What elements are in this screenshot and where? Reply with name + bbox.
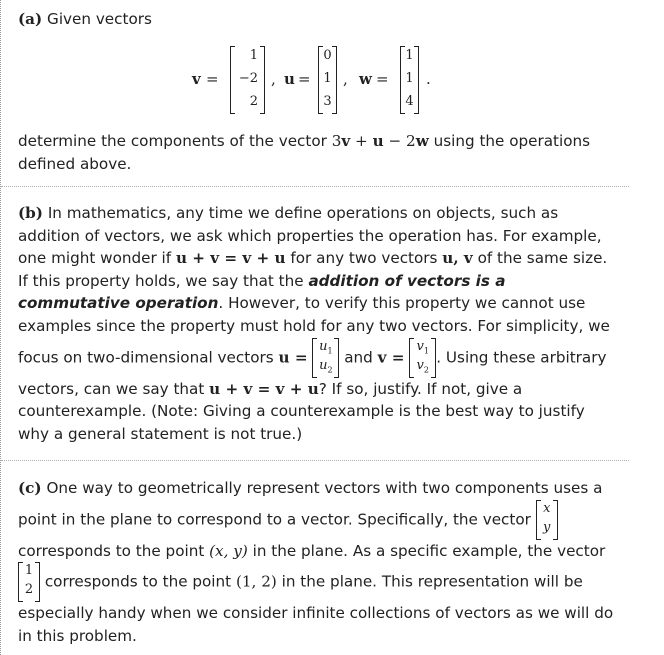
- part-c-text-4: corresponds to the point: [44, 572, 232, 591]
- part-b-text-2: for any two vectors: [290, 249, 438, 268]
- v-symbol: v: [192, 70, 201, 88]
- comma-1: ,: [271, 70, 276, 88]
- u-entry-3: 3: [323, 94, 332, 109]
- vector-u-symbolic: $u_1$ $u_2$: [312, 338, 339, 378]
- comma-2: ,: [343, 70, 348, 88]
- point-xy: (x, y): [209, 541, 248, 560]
- period: .: [426, 70, 431, 88]
- part-b-text-4: . However, to verify this property we cannot use examples since the property must hold for any two vectors. For simplicity, we focus on two-dimensional vectors: [18, 294, 610, 367]
- part-c-text-5: in the plane. This representation will be especially handy when we consider infinite collections of vectors as we will do in this problem.: [18, 572, 614, 645]
- vector-v-symbolic: $v_1$ $v_2$: [409, 338, 436, 378]
- commutative-emphasis: addition of vectors is a commutative operation: [18, 271, 506, 313]
- vector-v: [230, 46, 265, 114]
- u-entry-2: 1: [323, 71, 332, 86]
- u-equals: =: [298, 70, 311, 88]
- part-c-text-2: corresponds to the point: [18, 541, 205, 560]
- u-entry-1: 0: [323, 48, 332, 63]
- part-a-intro: [18, 8, 618, 31]
- part-b-eq-2: u + v = v + u: [209, 379, 319, 398]
- w-entry-1: 1: [405, 48, 414, 63]
- part-b-label: (b): [18, 204, 43, 222]
- v-entry-2: −2: [238, 71, 258, 86]
- divider-1: [1, 186, 629, 187]
- w-equals: =: [376, 70, 389, 88]
- part-b-eq-1: u + v = v + u: [175, 249, 286, 268]
- v-entry-3: 2: [249, 94, 258, 109]
- part-c-text-1: One way to geometrically represent vectors with two components uses a point in the plane to correspond to a vector. Specifically, the vector: [18, 479, 603, 529]
- vector-example: 1 2: [18, 562, 40, 602]
- part-b-text-6: ? If so, justify. If not, give a counterexample. (Note: Giving a counterexample is the best way to justify why a general statement is not true.): [18, 379, 585, 443]
- part-a-intro-text: Given vectors: [47, 10, 152, 28]
- u-symbol: u: [284, 70, 295, 88]
- part-a-question: [18, 130, 618, 175]
- vector-definitions: [1, 44, 629, 116]
- part-b-and: and: [344, 348, 373, 367]
- v-entry-1: 1: [249, 48, 258, 63]
- part-b-paragraph: [18, 202, 618, 445]
- w-entry-3: 4: [405, 94, 414, 109]
- part-a-text-1: determine the components of the vector: [18, 132, 327, 150]
- part-a-label: (a): [18, 10, 43, 28]
- point-example: (1, 2): [235, 572, 277, 591]
- part-a-text-2: using the operations defined above.: [18, 132, 591, 173]
- vector-xy: x y: [536, 500, 558, 540]
- w-symbol: w: [359, 70, 372, 88]
- part-b-text-5: . Using these arbitrary vectors, can we say that: [18, 348, 607, 398]
- vector-w: [400, 46, 419, 114]
- part-c-paragraph: [18, 477, 618, 647]
- part-b-text-3: of the same size. If this property holds, we say that the: [18, 249, 608, 290]
- part-b-v-eq: v =: [377, 348, 405, 367]
- part-b-text-1: In mathematics, any time we define operations on objects, such as addition of vectors, we ask which properties the operation has. For example, one might wonder if: [18, 204, 602, 268]
- part-c-label: (c): [18, 479, 42, 497]
- w-entry-2: 1: [405, 71, 414, 86]
- part-b-u-eq: u =: [278, 348, 308, 367]
- expression: 3v + u − 2w: [331, 132, 429, 150]
- divider-2: [1, 460, 629, 461]
- part-b-uv: u, v: [442, 249, 473, 268]
- vector-u: [318, 46, 337, 114]
- v-equals: =: [206, 70, 219, 88]
- part-c-text-3: in the plane. As a specific example, the vector: [252, 541, 606, 560]
